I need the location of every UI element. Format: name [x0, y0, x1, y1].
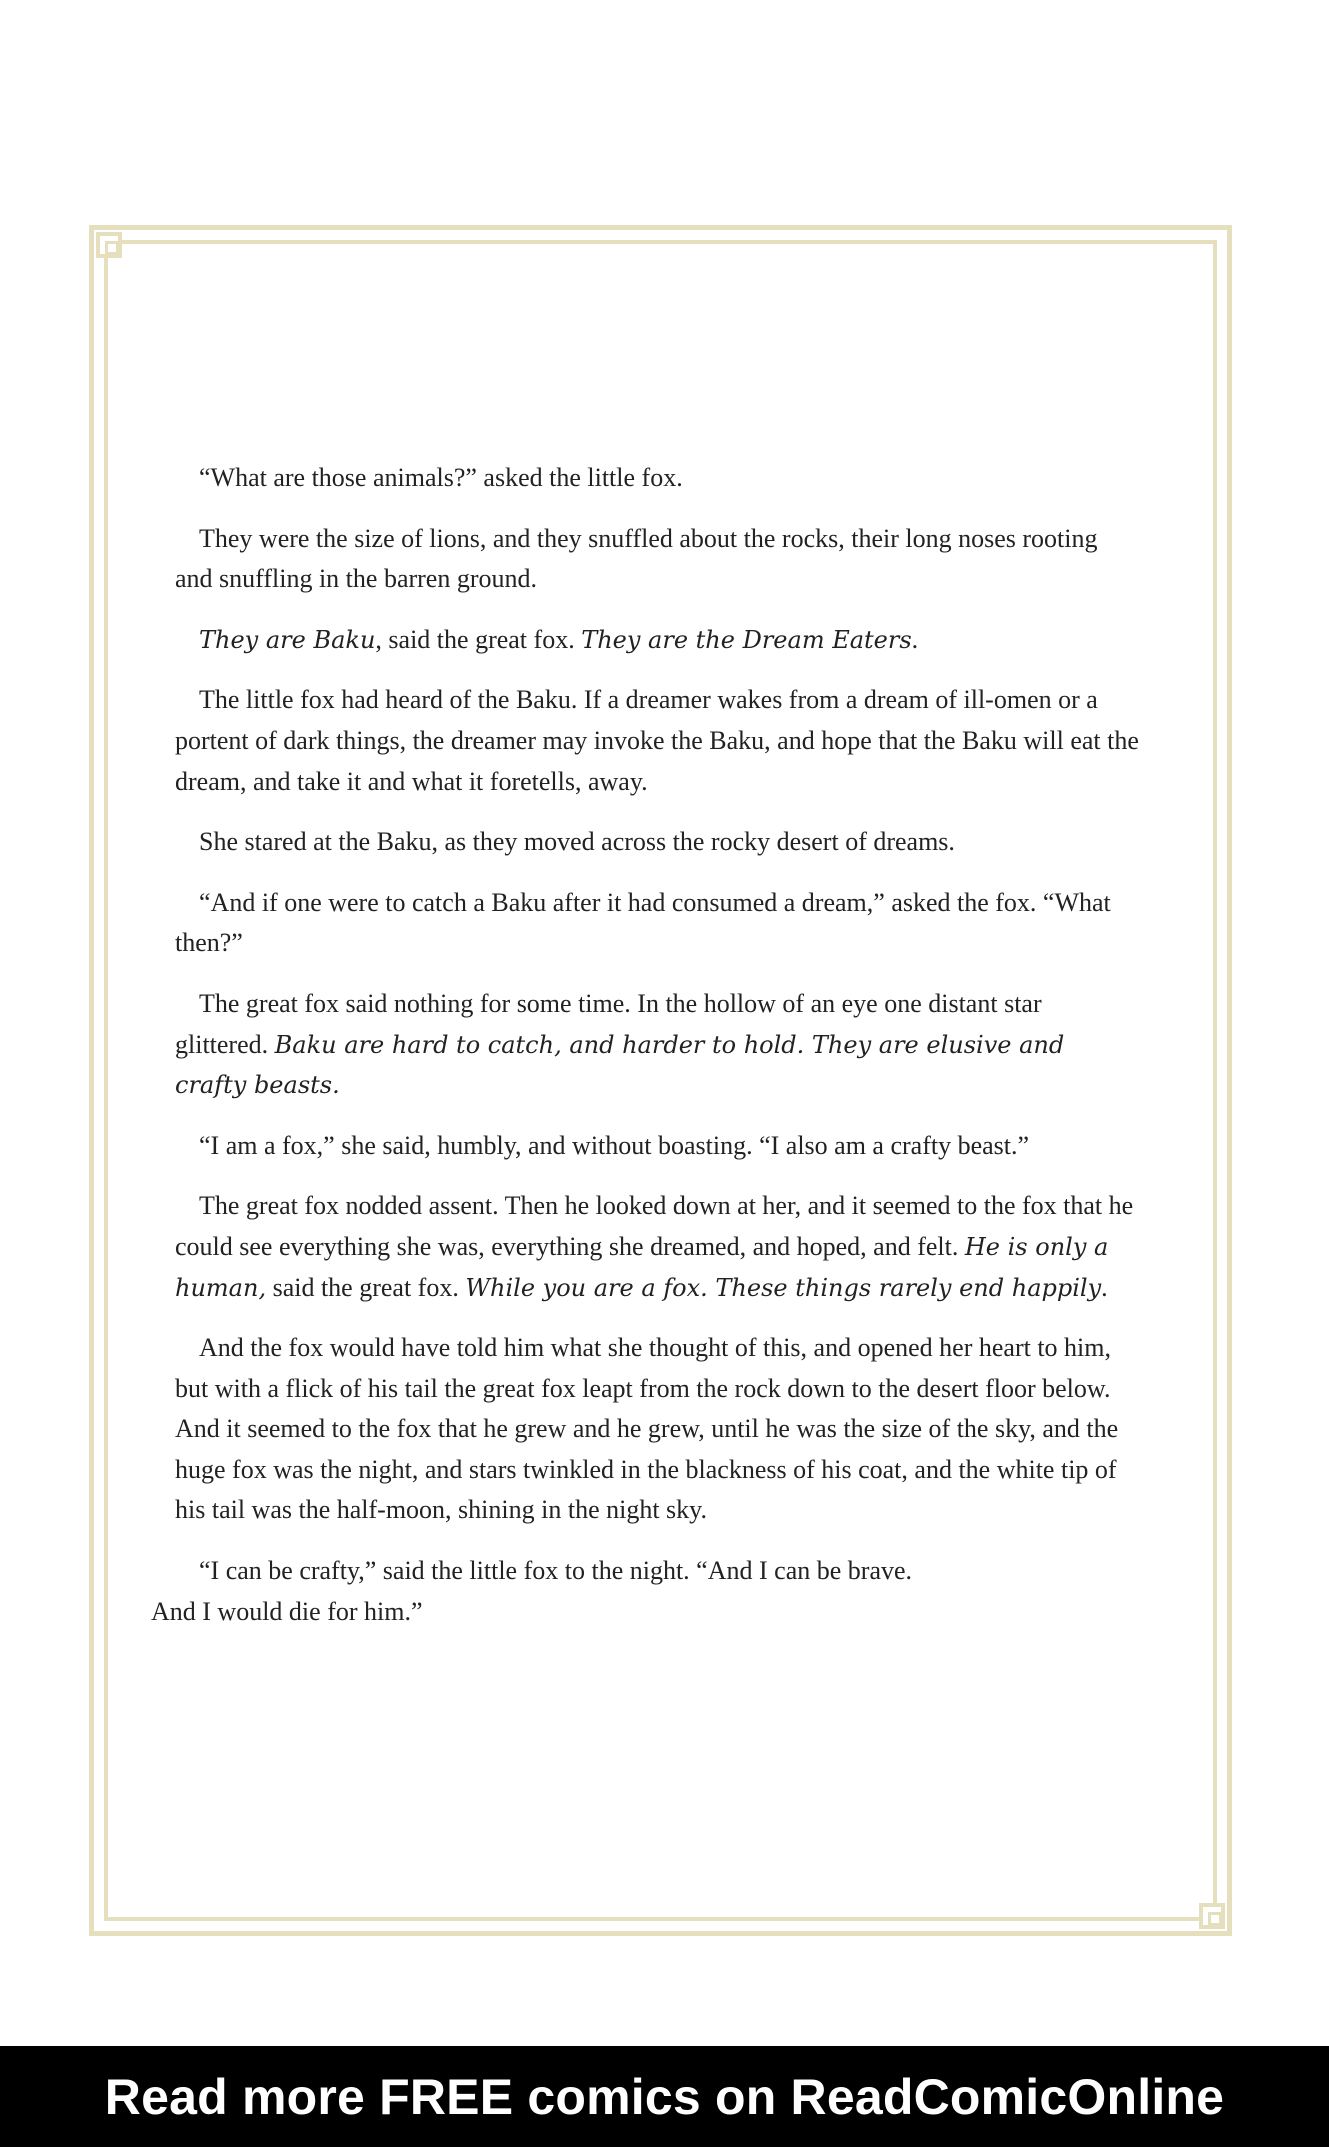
- frame-corner-ornament-top-left: [96, 232, 122, 258]
- paragraph-9: The great fox nodded assent. Then he looked down at her, and it seemed to the fox that he could see everything she was, everything she dreamed, and hoped, and felt. He is only a human, said the great fox. While you are a fox. These things rarely end happily.: [175, 1191, 1134, 1302]
- paragraph-10: And the fox would have told him what she thought of this, and opened her heart to him, but with a flick of his tail the great fox leapt from the rock down to the desert floor below. And it seemed to the fox that he grew and he grew, until he was the size of the sky, and the huge fox was the night, and stars twinkled in the blackness of his coat, and the white tip of his tail was the half-moon, shining in the night sky.: [175, 1333, 1119, 1525]
- italic-speech: They are Baku: [199, 625, 376, 654]
- italic-speech: While you are a fox. These things rarely end happily: [465, 1273, 1102, 1302]
- paragraph-2: They were the size of lions, and they snuffled about the rocks, their long noses rooting and snuffling in the barren ground.: [175, 523, 1098, 594]
- paragraph-8: “I am a fox,” she said, humbly, and without boasting. “I also am a crafty beast.”: [199, 1130, 1030, 1160]
- read-more-link[interactable]: Read more FREE comics on ReadComicOnline: [104, 2068, 1225, 2125]
- footer-banner: [0, 2046, 1329, 2147]
- story-text: [151, 458, 1140, 1652]
- italic-speech: They are the Dream Eaters: [581, 625, 912, 654]
- paragraph-4: The little fox had heard of the Baku. If a dreamer wakes from a dream of ill-omen or a portent of dark things, the dreamer may invoke the Baku, and hope that the Baku will eat the dream, and take it and what it foretells, away.: [175, 685, 1139, 796]
- italic-speech: He is only a human,: [175, 1232, 1109, 1302]
- paragraph-7: The great fox said nothing for some time. In the hollow of an eye one distant star glittered. Baku are hard to catch, and harder to hold. They are elusive and crafty beasts.: [175, 988, 1065, 1100]
- paragraph-1: “What are those animals?” asked the little fox.: [199, 463, 683, 492]
- paragraph-5: She stared at the Baku, as they moved across the rocky desert of dreams.: [199, 827, 955, 857]
- paragraph-11: “I can be crafty,” said the little fox to the night. “And I can be brave. And I would die for him.”: [151, 1556, 913, 1626]
- paragraph-6: “And if one were to catch a Baku after it had consumed a dream,” asked the fox. “What then?”: [175, 887, 1111, 958]
- paragraph-3: They are Baku, said the great fox. They are the Dream Eaters.: [199, 624, 919, 654]
- italic-speech: Baku are hard to catch, and harder to hold. They are elusive and crafty beasts.: [175, 1030, 1065, 1100]
- frame-corner-ornament-bottom-right: [1199, 1903, 1225, 1929]
